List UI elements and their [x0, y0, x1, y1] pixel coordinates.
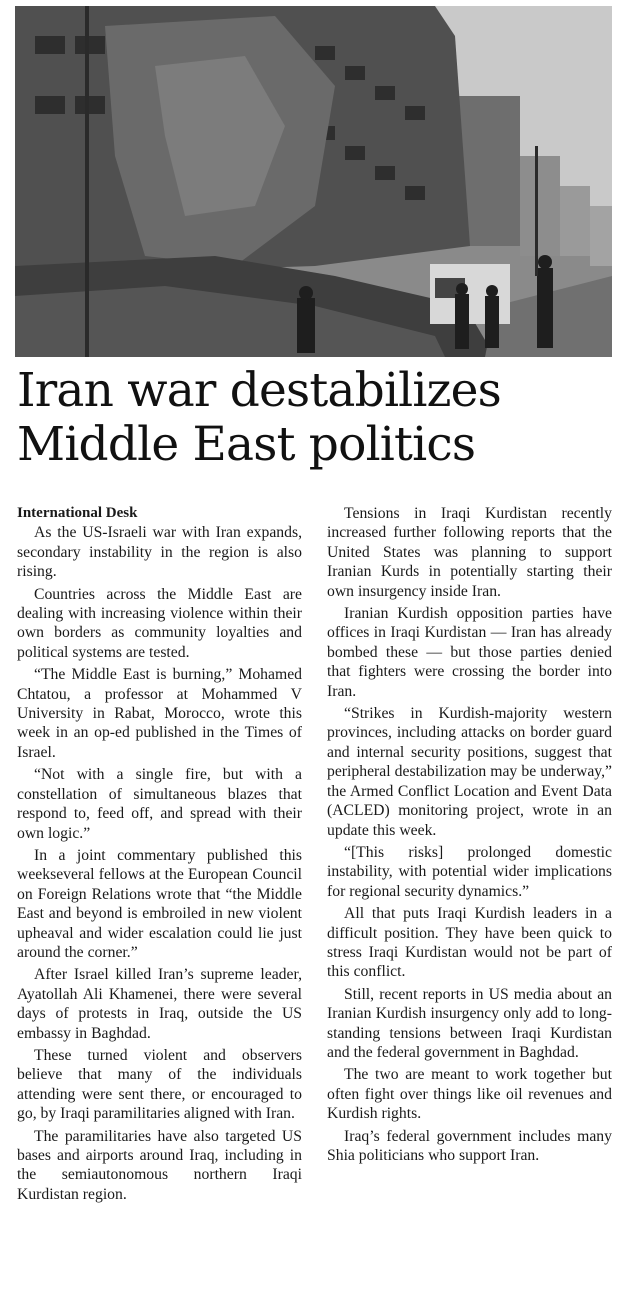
headline: Iran war destabilizes Middle East politics [17, 363, 501, 472]
article-column-right [327, 504, 612, 1168]
article-column-left [17, 504, 302, 1207]
article-body [17, 504, 612, 1294]
paragraph: Iraq’s federal government includes many Shia politicians who support Iran. [327, 1127, 612, 1164]
paragraph: After Israel killed Iran’s supreme leader, Ayatollah Ali Khamenei, there were several days of protests in Iraq, outside the US embassy in Baghdad. [17, 966, 302, 1042]
paragraph: Countries across the Middle East are dealing with increasing violence within their own borders as community loyalties and political systems are tested. [17, 585, 302, 661]
paragraph: These turned violent and observers believe that many of the individuals attending were sent there, or encouraged to go, by Iraqi paramilitaries aligned with Iran. [17, 1046, 302, 1123]
paragraph: The two are meant to work together but often fight over things like oil revenues and Kurdish rights. [327, 1066, 612, 1123]
paragraph: The paramilitaries have also targeted US bases and airports around Iraq, including in the semiautonomous northern Iraqi Kurdistan region. [17, 1127, 302, 1203]
paragraph: Still, recent reports in US media about an Iranian Kurdish insurgency only add to long-standing tensions between Iraqi Kurdistan and the federal government in Baghdad. [327, 985, 612, 1061]
war-ruins-photo [15, 6, 612, 357]
paragraph: All that puts Iraqi Kurdish leaders in a difficult position. They have been quick to stress Iraqi Kurdistan would not be part of this conflict. [327, 905, 612, 981]
paragraph: Tensions in Iraqi Kurdistan recently increased further following reports that the United States was planning to support Iranian Kurds in potentially starting their own insurgency inside Iran. [327, 505, 612, 600]
paragraph: “The Middle East is burning,” Mohamed Chtatou, a professor at Mohammed V University in Rabat, Morocco, wrote this week in an op-ed published in the Times of Israel. [17, 666, 302, 761]
paragraph: Iranian Kurdish opposition parties have offices in Iraqi Kurdistan — Iran has already bombed these — but those parties denied that fighters were crossing the border into Iran. [327, 605, 612, 700]
paragraph: “[This risks] prolonged domestic instability, with potential wider implications for regional security dynamics.” [327, 843, 612, 900]
ruins-illustration-icon [15, 6, 612, 357]
byline: International Desk [17, 505, 138, 521]
paragraph: In a joint commentary published this weekseveral fellows at the European Council on Foreign Relations wrote that “the Middle East and beyond is embroiled in new violent upheaval and wider escalation could lie just around the corner.” [17, 846, 302, 961]
paragraph: “Strikes in Kurdish-majority western provinces, including attacks on border guard and internal security positions, suggest that peripheral destabilization may be underway,” the Armed Conflict Location and Event Data (ACLED) monitoring project, wrote in an update this week. [327, 705, 612, 839]
paragraph: “Not with a single fire, but with a constellation of simultaneous blazes that respond to, feed off, and spread with their own logic.” [17, 766, 302, 842]
paragraph: As the US-Israeli war with Iran expands, secondary instability in the region is also rising. [17, 524, 302, 581]
